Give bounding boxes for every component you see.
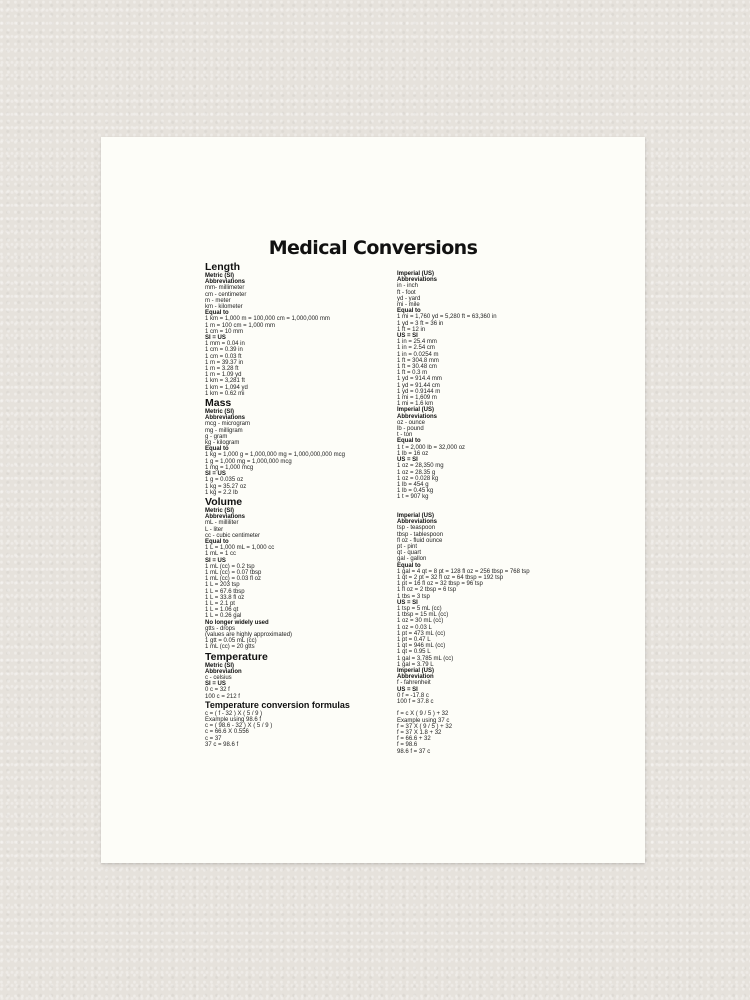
list-item: 1 ft = 0.3 m [397,370,428,377]
list-item: fl oz - fluid ounce [397,537,443,544]
fahrenheit-formula-block [397,711,597,754]
list-item: 1 mL (cc) = 0.03 fl oz [205,576,261,583]
subheading: Imperial (US) [397,667,435,674]
list-item: 1 t = 2,000 lb = 32,000 oz [397,444,466,451]
list-item: 1 pt = 16 fl oz = 32 tbsp = 96 tsp [397,581,483,588]
list-item: 1 tbsp = 15 mL (cc) [397,612,449,619]
list-item: 1 m = 39.37 in [205,359,244,366]
list-item: kg - kilogram [205,440,240,447]
subheading: Abbreviation [205,668,242,675]
list-item: 1 lb = 0.45 kg [397,488,434,495]
list-item: 1 mL (cc) = 0.2 tsp [205,563,255,570]
list-item: 1 qt = 2 pt = 32 fl oz = 64 tbsp = 192 tsp [397,574,504,581]
list-item: 1 km = 0.62 mi [205,390,245,397]
list-item: (values are highly approximated) [205,631,293,638]
list-item: 1 tbs = 3 tsp [397,593,430,600]
subheading: Abbreviations [205,279,246,286]
section-heading-temperature: Temperature [205,650,268,663]
list-item: tbsp - tablespoon [397,531,444,538]
list-item: 1 mi = 1,760 yd = 5,280 ft = 63,360 in [397,314,497,321]
list-item: 1 t = 907 kg [397,494,429,501]
subheading: Metric (SI) [205,409,235,416]
subheading: Equal to [397,438,421,445]
subheading: Imperial (US) [397,407,435,414]
list-item: 1 yd = 3 ft = 36 in [397,320,444,327]
list-item: 1 km = 1,000 m = 100,000 cm = 1,000,000 mm [205,316,330,323]
list-item: 1 gal = 3,785 mL (cc) [397,655,454,662]
subheading: Equal to [205,310,229,317]
list-item: 1 gtt = 0.05 mL (cc) [205,638,257,645]
list-item: ft - foot [397,289,416,296]
subheading: Equal to [205,538,229,545]
formula-line: Example using 98.6 f [205,717,262,723]
list-item: 1 L = 2.1 pt [205,600,235,607]
list-item: mm- millimeter [205,285,245,292]
right-column [397,271,597,755]
left-column [205,261,395,748]
list-item: 0 f = -17.8 c [397,692,429,699]
subheading: SI = US [205,335,226,342]
section-heading-formulas: Temperature conversion formulas [205,699,350,710]
list-item: 1 m = 3.28 ft [205,366,239,373]
subheading: Metric (SI) [205,662,235,669]
formula-line: 98.6 f = 37 c [397,748,431,755]
list-item: 1 qt = 0.95 L [397,649,431,656]
list-item: 1 km = 3,281 ft [205,378,245,385]
list-item: 1 gal = 3.79 L [397,661,434,668]
list-item: 1 m = 100 cm = 1,000 mm [205,322,276,329]
list-item: 1 mL = 1 cc [205,551,236,558]
list-item: 1 km = 1,094 yd [205,384,248,391]
subheading: US = SI [397,333,418,340]
poster-print [101,137,645,863]
list-item: 1 ft = 304.8 mm [397,357,439,364]
subheading: US = SI [397,599,418,606]
list-item: 1 oz = 30 mL (cc) [397,618,444,625]
list-item: km - kilometer [205,304,243,311]
list-item: 1 oz = 0.028 kg [397,475,439,482]
formula-line: f = 37 X 1.8 + 32 [397,729,442,736]
formula-line: 37 c = 98.6 f [205,741,239,748]
volume-imperial-block [397,513,597,668]
list-item: 1 L = 1,000 mL = 1,000 cc [205,545,275,552]
list-item: t - ton [397,432,413,439]
list-item: 1 L = 203 tsp [205,582,240,589]
list-item: mcg - microgram [205,421,251,428]
formula-line: f = 37 X ( 9 / 5 ) + 32 [397,723,453,730]
list-item: 1 mi = 1,609 m [397,395,437,402]
list-item: cc - cubic centimeter [205,532,261,539]
list-item: 1 mi = 1.6 km [397,401,434,408]
formula-line: f = c X ( 9 / 5 ) + 32 [397,711,449,718]
mass-imperial-block [397,407,597,500]
list-item: L - liter [205,526,224,533]
list-item: 1 oz = 28,350 mg [397,463,444,470]
list-item: lb - pound [397,426,424,433]
section-heading-volume: Volume [205,495,243,508]
list-item: pt - pint [397,543,418,550]
list-item: 1 cm = 0.39 in [205,347,243,354]
list-item: 1 L = 0.26 gal [205,613,242,620]
subheading: SI = US [205,681,226,688]
list-item: 100 c = 212 f [205,693,240,700]
subheading: Abbreviations [397,519,438,526]
list-item: mg - milligram [205,427,243,434]
list-item: 1 L = 33.8 fl oz [205,594,245,601]
list-item: tsp - teaspoon [397,525,436,532]
list-item: 1 oz = 28.35 g [397,469,436,476]
mass-metric-block [205,409,395,496]
temperature-imperial-block [397,668,597,705]
list-item: 1 ft = 12 in [397,326,426,333]
list-item: 1 m = 1.09 yd [205,372,242,379]
list-item: 1 in = 0.0254 m [397,351,439,358]
list-item: yd - yard [397,295,421,302]
list-item: 1 in = 25.4 mm [397,339,437,346]
formula-line: c = ( f - 32 ) X ( 5 / 9 ) [205,710,263,717]
section-heading-length: Length [205,261,240,273]
list-item: 1 yd = 914.4 mm [397,376,442,383]
formula-line: f = 66.6 + 32 [397,736,431,743]
subheading: Equal to [397,562,421,569]
list-item: 0 c = 32 f [205,687,230,694]
list-item: 1 cm = 10 mm [205,328,244,335]
list-item: f - fahrenheit [397,680,431,687]
subheading: No longer widely used [205,619,269,626]
list-item: 1 oz = 0.03 L [397,624,432,631]
list-item: 1 lb = 454 g [397,481,429,488]
list-item: 1 pt = 473 mL (cc) [397,630,446,637]
list-item: 1 tsp = 5 mL (cc) [397,605,442,612]
temperature-metric-block [205,663,395,700]
subheading: US = SI [397,457,418,464]
list-item: 1 cm = 0.03 ft [205,353,242,360]
list-item: 1 gal = 4 qt = 8 pt = 128 fl oz = 256 tbsp = 768 tsp [397,568,530,575]
subheading: SI = US [205,557,226,564]
list-item: 1 mg = 1,000 mcg [205,464,254,471]
formula-line: c = ( 98.6 - 32 ) X ( 5 / 9 ) [205,723,273,730]
formula-line: c = 37 [205,735,222,742]
celsius-formula-block [205,711,395,748]
subheading: Imperial (US) [397,271,435,277]
list-item: 1 ft = 30.48 cm [397,364,437,371]
list-item: 1 mm = 0.04 in [205,341,245,348]
list-item: 1 kg = 35.27 oz [205,483,247,490]
subheading: Metric (SI) [205,507,235,514]
list-item: 1 yd = 91.44 cm [397,382,440,389]
list-item: 1 pt = 0.47 L [397,636,431,643]
list-item: 100 f = 37.8 c [397,698,434,705]
list-item: m - meter [205,297,231,304]
subheading: Equal to [205,446,229,453]
list-item: gal - gallon [397,556,427,563]
subheading: Abbreviations [205,415,246,422]
list-item: mL - milliliter [205,520,239,527]
volume-metric-block [205,508,395,651]
list-item: c - celsius [205,674,232,681]
subheading: Abbreviations [397,277,438,284]
list-item: 1 g = 0.035 oz [205,477,244,484]
formula-line: c = 66.6 X 0.556 [205,729,249,736]
list-item: 1 mL (cc) = 20 gtts [205,644,255,651]
formula-line: Example using 37 c [397,717,450,724]
list-item: cm - centimeter [205,291,247,298]
page-title: Medical Conversions [268,237,478,259]
list-item: 1 mL (cc) = 0.07 tbsp [205,569,262,576]
formula-line: f = 98.6 [397,742,418,749]
subheading: Abbreviation [397,674,434,681]
list-item: 1 kg = 1,000 g = 1,000,000 mg = 1,000,000,000 mcg [205,452,345,459]
subheading: US = SI [397,686,418,693]
subheading: Imperial (US) [397,512,435,519]
list-item: g - gram [205,433,228,440]
list-item: gtts - drops [205,625,236,632]
subheading: Abbreviations [397,413,438,420]
section-heading-mass: Mass [205,397,232,410]
list-item: in - inch [397,283,419,290]
list-item: 1 lb = 16 oz [397,450,429,457]
subheading: SI = US [205,471,226,478]
subheading: Equal to [397,308,421,315]
length-metric-block [205,273,395,397]
list-item: 1 yd = 0.9144 m [397,388,441,395]
list-item: oz - ounce [397,419,426,426]
list-item: 1 qt = 946 mL (cc) [397,643,446,650]
list-item: qt - quart [397,550,422,557]
length-imperial-block [397,271,597,407]
list-item: 1 kg = 2.2 lb [205,489,238,496]
list-item: 1 in = 2.54 cm [397,345,435,352]
list-item: mi - mile [397,302,420,309]
subheading: Metric (SI) [205,273,235,279]
list-item: 1 fl oz = 2 tbsp = 6 tsp [397,587,457,594]
subheading: Abbreviations [205,514,246,521]
list-item: 1 L = 67.6 tbsp [205,588,245,595]
list-item: 1 g = 1,000 mg = 1,000,000 mcg [205,458,292,465]
list-item: 1 L = 1.06 qt [205,607,239,614]
